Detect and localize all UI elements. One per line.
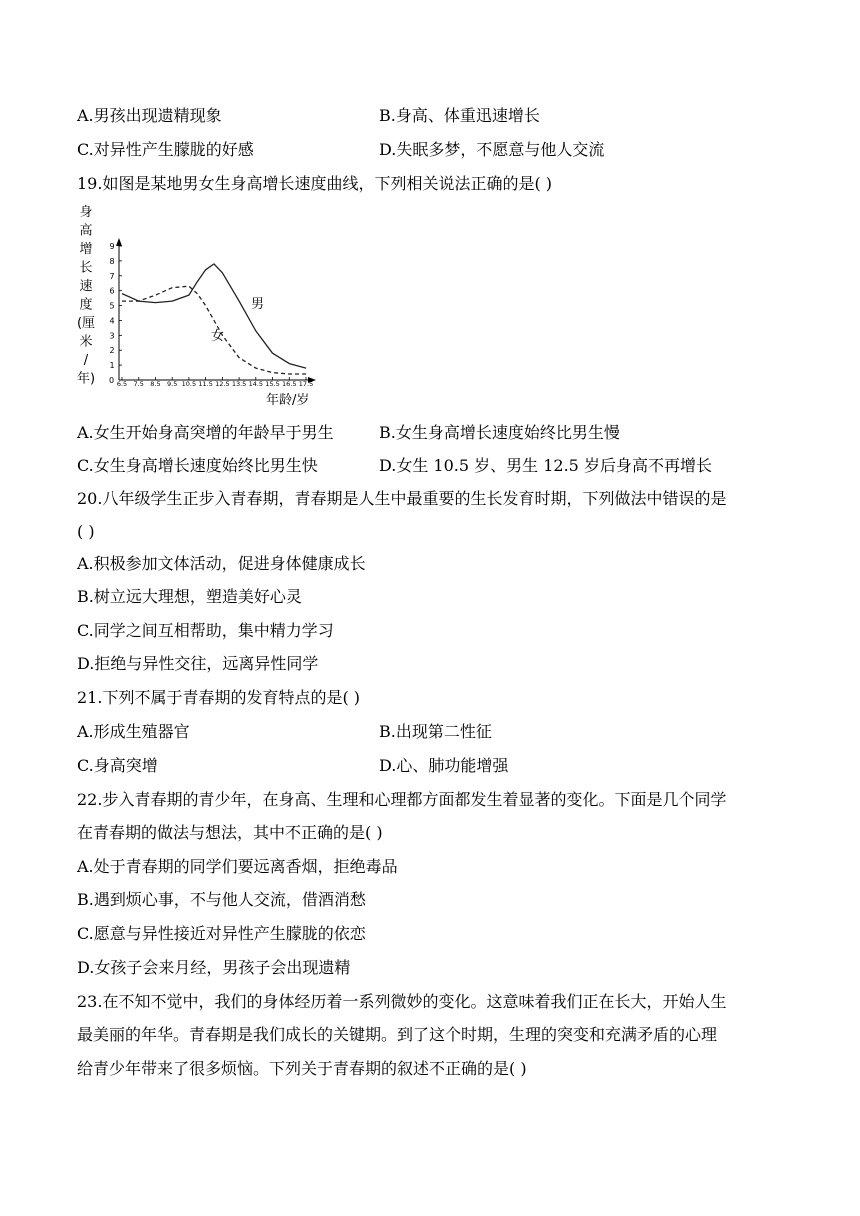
x-tick-label: 12.5 [215,380,230,388]
q19-option-d: D.女生 10.5 岁、男生 12.5 岁后身高不再增长 [379,456,712,475]
y-tick-label: 8 [109,256,115,266]
height-growth-chart [74,202,330,412]
y-tick-label: 4 [109,316,115,326]
chart-y-axis-label [77,205,95,387]
q20-option-a: A.积极参加文体活动，促进身体健康成长 [77,554,366,573]
chart-origin-label: 0 [109,376,115,385]
chart-x-axis-label: 年龄/岁 [266,393,310,408]
q22-stem-line1: 22.步入青春期的青少年，在身高、生理和心理都方面都发生着显著的变化。下面是几个同学 [77,790,727,809]
x-tick-label: 9.5 [167,380,178,388]
y-label-char: 速 [79,279,93,294]
y-tick-label: 5 [109,301,115,311]
y-label-char: 长 [79,260,93,276]
chart-series [122,264,306,374]
y-tick-label: 2 [109,346,115,356]
q22-option-b: B.遇到烦心事，不与他人交流，借酒消愁 [77,890,366,909]
x-tick-label: 15.5 [265,380,280,388]
q19-option-c: C.女生身高增长速度始终比男生快 [77,456,318,475]
y-tick-label: 9 [109,242,115,251]
y-label-char: 增 [79,242,93,257]
q21-option-c: C.身高突增 [77,756,158,775]
q23-stem-line3: 给青少年带来了很多烦恼。下列关于青春期的叙述不正确的是( ) [77,1059,527,1078]
series-label-male: 男 [251,297,265,312]
y-label-char: / [83,353,89,368]
q18-option-d: D.失眠多梦，不愿意与他人交流 [379,140,605,159]
y-tick-label: 6 [109,286,115,296]
q20-option-b: B.树立远大理想，塑造美好心灵 [77,587,302,606]
q22-option-d: D.女孩子会来月经，男孩子会出现遗精 [77,958,351,977]
x-tick-label: 10.5 [181,380,197,388]
x-tick-label: 8.5 [150,380,161,388]
q19-option-a: A.女生开始身高突增的年龄早于男生 [77,423,334,442]
y-label-char: 身 [79,205,93,220]
q23-stem-line1: 23.在不知不觉中，我们的身体经历着一系列微妙的变化。这意味着我们正在长大，开始人生 [77,992,727,1011]
q21-option-a: A.形成生殖器官 [77,722,190,741]
y-tick-label: 1 [109,361,115,371]
q23-stem-line2: 最美丽的年华。青春期是我们成长的关键期。到了这个时期，生理的突变和充满矛盾的心理 [77,1025,718,1044]
q19-option-b: B.女生身高增长速度始终比男生慢 [379,423,620,442]
y-tick-label: 3 [109,331,115,341]
q18-option-a: A.男孩出现遗精现象 [77,106,222,125]
x-tick-label: 7.5 [133,380,144,388]
q21-option-b: B.出现第二性征 [379,722,492,741]
x-tick-label: 11.5 [198,380,213,388]
y-label-char: 年) [76,371,96,387]
q22-stem-line2: 在青春期的做法与想法，其中不正确的是( ) [77,823,383,842]
x-tick-label: 13.5 [231,380,247,388]
q18-option-b: B.身高、体重迅速增长 [379,106,540,125]
y-label-char: 米 [79,334,93,350]
q22-option-a: A.处于青春期的同学们要远离香烟，拒绝毒品 [77,857,398,876]
q20-stem-line2: ( ) [77,522,95,541]
x-tick-label: 17.5 [298,380,314,388]
chart-y-axis-arrow [116,238,122,246]
q18-option-c: C.对异性产生朦胧的好感 [77,140,254,159]
q22-option-c: C.愿意与异性接近对异性产生朦胧的依恋 [77,924,366,943]
q20-option-d: D.拒绝与异性交往，远离异性同学 [77,654,319,673]
q21-option-d: D.心、肺功能增强 [379,756,509,775]
y-label-char: 高 [79,223,93,239]
x-tick-label: 14.5 [248,380,264,388]
x-tick-label: 6.5 [116,380,128,388]
chart-y-ticks [109,242,122,370]
y-label-char: (厘 [76,316,96,331]
y-label-char: 度 [79,297,93,313]
series-label-female: 女 [211,329,225,344]
q21-stem: 21.下列不属于青春期的发育特点的是( ) [77,688,361,707]
male-growth-line [122,264,306,368]
x-tick-label: 16.5 [282,380,297,388]
q20-option-c: C.同学之间互相帮助，集中精力学习 [77,621,334,640]
q19-stem: 19.如图是某地男女生身高增长速度曲线，下列相关说法正确的是( ) [77,174,553,193]
chart-x-ticks [117,377,313,388]
y-tick-label: 7 [109,271,115,281]
q20-stem-line1: 20.八年级学生正步入青春期，青春期是人生中最重要的生长发育时期，下列做法中错误的是 [77,489,727,508]
